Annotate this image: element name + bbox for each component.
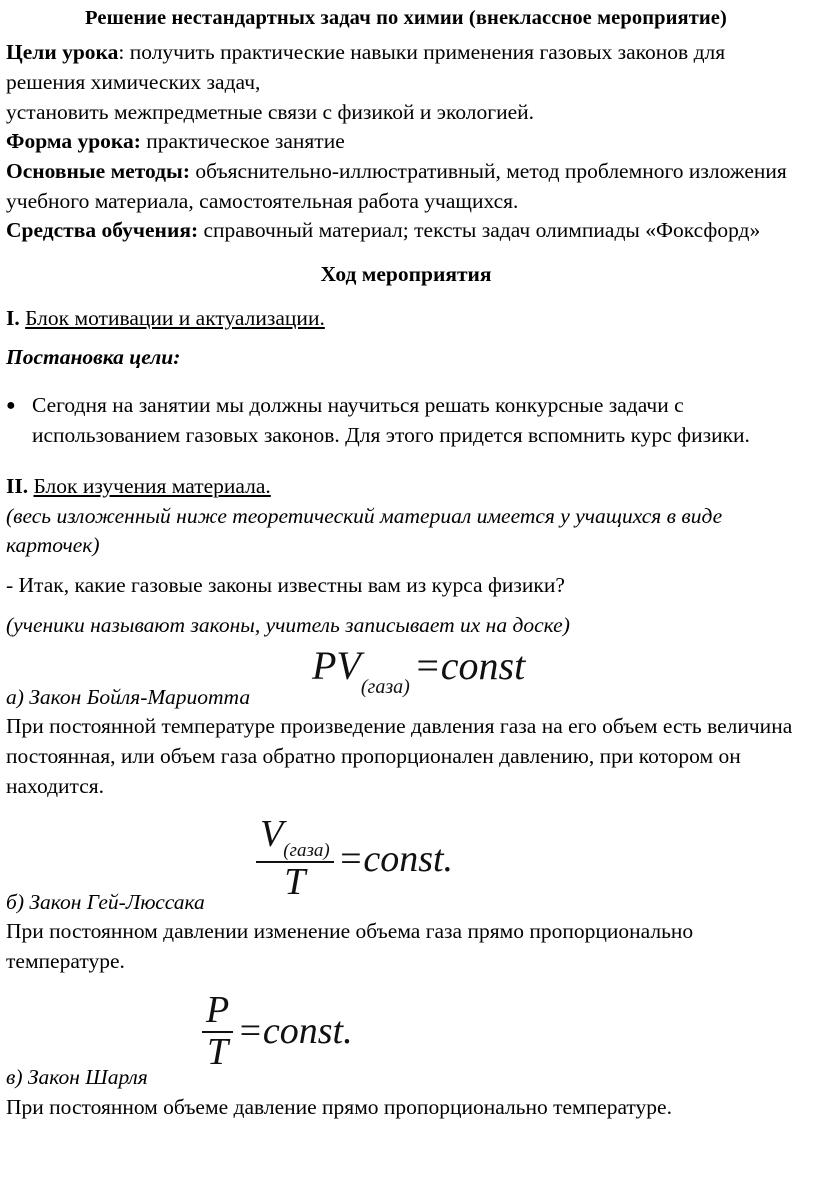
means-text: справочный материал; тексты задач олимпиады «Фоксфорд» xyxy=(198,218,761,243)
charles-denominator: T xyxy=(207,1030,229,1073)
goals-text-line2: установить межпредметные связи с физикой и экологией. xyxy=(6,99,535,124)
gaylussac-fraction xyxy=(256,815,334,903)
bullet-text: Сегодня на занятии мы должны научиться решать конкурсные задачи с использованием газовых законов. Для этого придется вспомнить курс физики. xyxy=(32,392,750,447)
lesson-means xyxy=(6,216,806,246)
charles-fraction xyxy=(202,988,233,1073)
boyle-formula-sub: (газа) xyxy=(360,676,410,699)
boyle-law-text: При постоянной температуре произведение давления газа на его объем есть величина постоянная, или объем газа обратно пропорционален давлению, при котором он находится. xyxy=(6,714,793,798)
cards-note: (весь изложенный ниже теоретический материал имеется у учащихся в виде карточек) xyxy=(6,503,723,558)
gaylussac-law-text: При постоянном давлении изменение объема газа прямо пропорционально температуре. xyxy=(6,919,694,974)
goals-label: Цели урока xyxy=(6,40,119,65)
students-note: (ученики называют законы, учитель записывает их на доске) xyxy=(6,612,570,637)
charles-formula xyxy=(202,988,353,1073)
methods-label: Основные методы: xyxy=(6,158,190,183)
section-1-heading xyxy=(6,304,806,334)
gaylussac-formula xyxy=(256,815,453,903)
lesson-methods xyxy=(6,157,806,216)
bullet-item xyxy=(6,391,806,450)
document-page xyxy=(6,0,806,1122)
form-text: практическое занятие xyxy=(140,129,345,154)
charles-law-label: в) Закон Шарля xyxy=(6,1065,148,1090)
section-1-title: Блок мотивации и актуализации. xyxy=(25,305,325,330)
section-2-heading xyxy=(6,472,806,502)
boyle-law-label: а) Закон Бойля-Мариотта xyxy=(6,684,251,709)
gaylussac-numerator xyxy=(256,815,334,863)
charles-numerator: P xyxy=(202,991,233,1033)
bullet-icon: ● xyxy=(6,396,16,414)
means-label: Средства обучения: xyxy=(6,218,199,243)
gaylussac-num-letter: V xyxy=(260,813,284,856)
charles-formula-rhs: =const. xyxy=(237,1010,353,1053)
goals-text: : получить практические навыки применения газовых законов для решения химических задач, xyxy=(6,40,726,94)
form-label: Форма урока: xyxy=(6,129,141,154)
boyle-formula xyxy=(312,643,526,699)
progress-heading: Ход мероприятия xyxy=(320,261,492,286)
lesson-goals xyxy=(6,38,806,97)
goal-setting-heading: Постановка цели: xyxy=(6,345,181,370)
boyle-formula-rhs: =const xyxy=(413,643,526,689)
section-2-title: Блок изучения материала. xyxy=(33,474,271,499)
document-title: Решение нестандартных задач по химии (внеклассное мероприятие) xyxy=(85,7,727,29)
methods-text: объяснительно-иллюстративный, метод проблемного изложения учебного материала, самостоятельная работа учащихся. xyxy=(6,158,787,213)
gaylussac-law-row xyxy=(6,815,806,917)
boyle-law-row xyxy=(6,643,806,712)
gaylussac-formula-rhs: =const. xyxy=(337,838,454,881)
gaylussac-num-sub: (газа) xyxy=(283,840,330,862)
gaylussac-denominator: T xyxy=(284,861,306,904)
charles-law-row xyxy=(6,988,806,1093)
section-2-numeral: II. xyxy=(6,474,29,499)
boyle-formula-main: PV xyxy=(312,643,361,689)
charles-law-text: При постоянном объеме давление прямо пропорционально температуре. xyxy=(6,1094,672,1119)
gaylussac-law-label: б) Закон Гей-Люссака xyxy=(6,889,205,914)
lesson-form xyxy=(6,127,806,157)
section-1-numeral: I. xyxy=(6,305,20,330)
question-text: - Итак, какие газовые законы известны вам из курса физики? xyxy=(6,573,565,598)
